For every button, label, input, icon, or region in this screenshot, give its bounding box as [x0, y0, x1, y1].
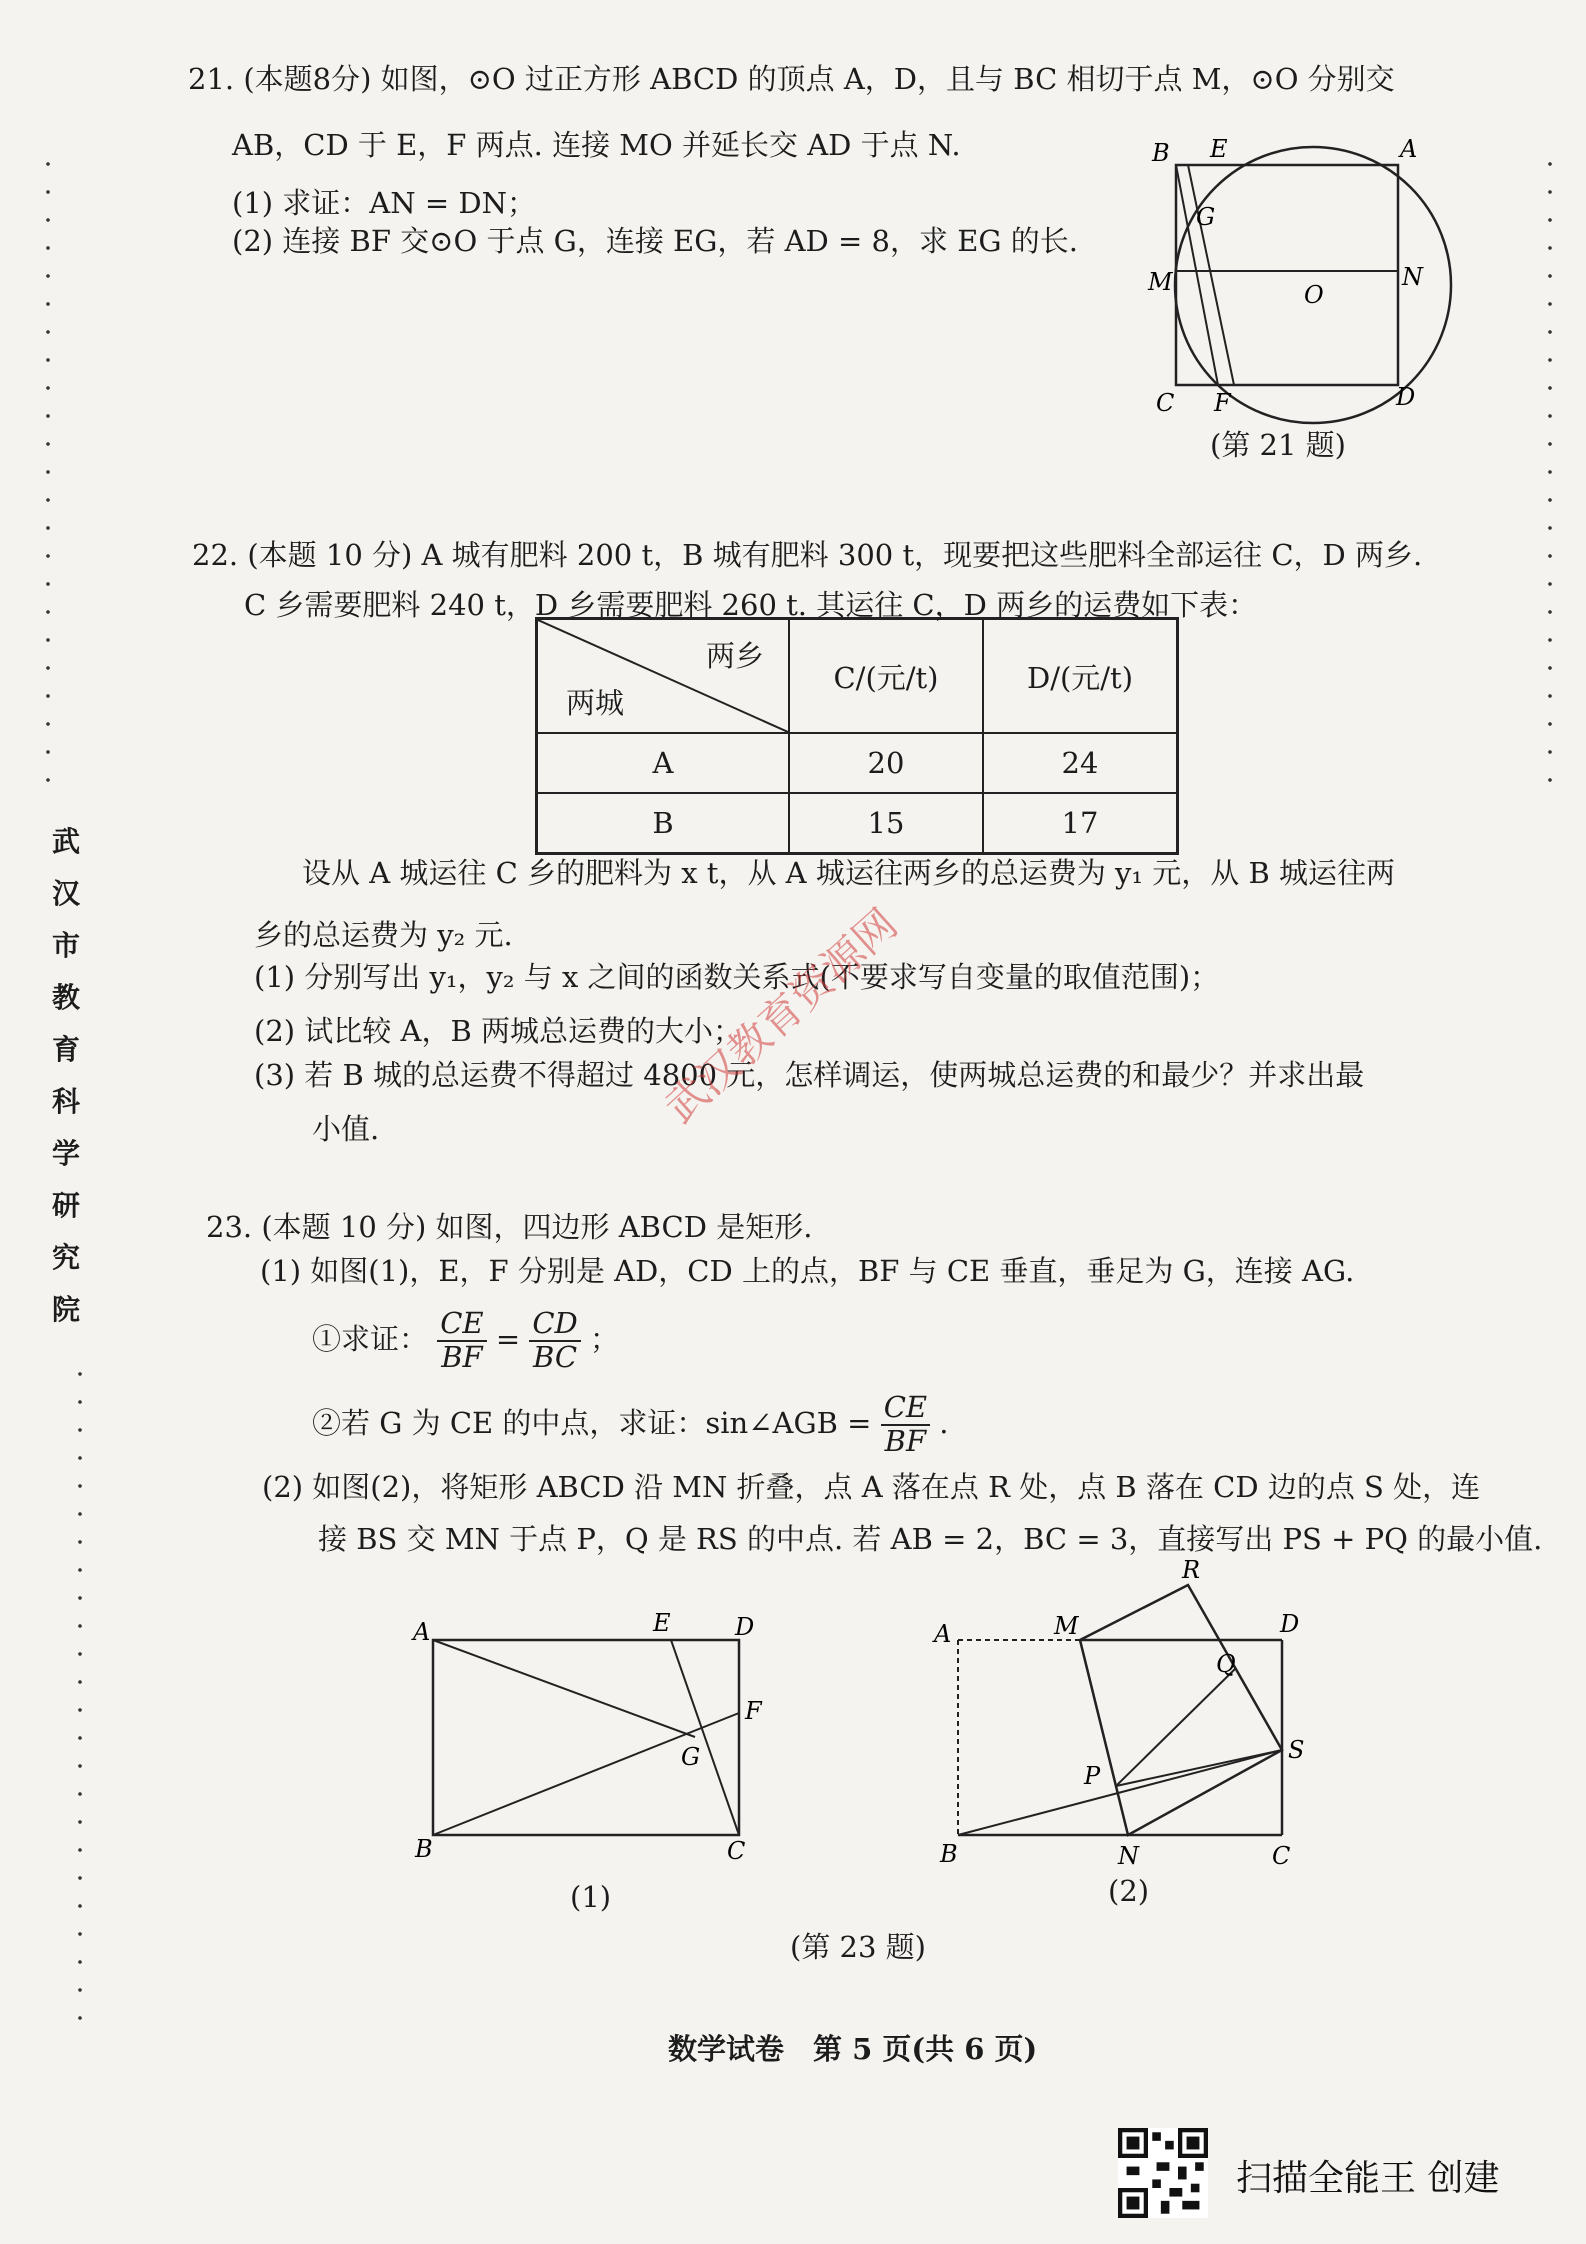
scanner-attribution: 扫描全能王 创建 — [1236, 2158, 1500, 2199]
table-corner-cell — [537, 619, 790, 734]
q21-label-g: G — [1196, 203, 1216, 231]
page-footer: 数学试卷 第 5 页(共 6 页) — [668, 2032, 1038, 2066]
sidebar-char: 科 — [52, 1085, 81, 1118]
q21-label-c: C — [1156, 389, 1175, 417]
q23-sub1 — [312, 1308, 619, 1374]
table-header-row — [537, 619, 1178, 734]
q23-figure-2 — [920, 1560, 1320, 1880]
q23-fig2-caption: (2) — [1108, 1874, 1150, 1908]
table-cell-b-d: 17 — [983, 793, 1178, 853]
fig1-label-g: G — [681, 1743, 701, 1771]
sidebar-char: 武 — [52, 825, 81, 858]
right-dotted-margin — [1548, 150, 1552, 800]
fraction-denominator: BF — [884, 1423, 927, 1458]
q23-caption: (第 23 题) — [790, 1930, 926, 1964]
q22-line1: 22. (本题 10 分) A 城有肥料 200 t，B 城有肥料 300 t，现要把这些肥料全部运往 C，D 两乡. — [192, 538, 1423, 572]
q23-sub2-fraction — [881, 1392, 930, 1458]
table-city-a: A — [537, 733, 790, 793]
q21-label-e: E — [1210, 135, 1228, 163]
fig1-label-b: B — [415, 1835, 433, 1863]
q23-sub1-prefix: ①求证： — [312, 1321, 429, 1356]
q23-part1: (1) 如图(1)，E，F 分别是 AD，CD 上的点，BF 与 CE 垂直，垂足为 G，连接 AG. — [260, 1254, 1355, 1288]
fraction-numerator: CD — [529, 1308, 580, 1342]
sidebar-char: 汉 — [52, 877, 81, 910]
q21-label-a: A — [1400, 135, 1418, 163]
q23-sub1-fraction1 — [437, 1308, 486, 1374]
q21-line2: AB，CD 于 E，F 两点. 连接 MO 并延长交 AD 于点 N. — [232, 128, 961, 162]
fig1-line-ce — [671, 1640, 739, 1835]
fig2-label-c: C — [1272, 1842, 1291, 1870]
fig1-label-a: A — [413, 1618, 431, 1646]
q21-label-m: M — [1148, 268, 1173, 296]
table-cell-a-c: 20 — [789, 733, 983, 793]
q21-label-f: F — [1214, 389, 1231, 417]
fig2-line-pq — [1116, 1668, 1236, 1786]
q23-part2b: 接 BS 交 MN 于点 P，Q 是 RS 的中点. 若 AB = 2，BC = 3，直接写出 PS + PQ 的最小值. — [318, 1522, 1543, 1556]
fraction-denominator: BC — [533, 1339, 578, 1374]
q22-line2: C 乡需要肥料 240 t，D 乡需要肥料 260 t. 其运往 C，D 两乡的运费如下表： — [244, 588, 1258, 622]
sidebar-char: 研 — [52, 1189, 81, 1222]
q22-para2: 乡的总运费为 y₂ 元. — [254, 918, 513, 952]
q22-part1: (1) 分别写出 y₁，y₂ 与 x 之间的函数关系式(不要求写自变量的取值范围)； — [254, 960, 1220, 994]
sidebar-char: 育 — [52, 1033, 81, 1066]
fig1-line-ag — [433, 1640, 695, 1737]
table-row — [537, 793, 1178, 853]
equals-sign: = — [495, 1321, 521, 1356]
sidebar-char: 学 — [52, 1137, 81, 1170]
q22-part3a: (3) 若 B 城的总运费不得超过 4800 元，怎样调运，使两城总运费的和最少？并求出最 — [254, 1058, 1365, 1092]
fig2-label-n: N — [1118, 1842, 1139, 1870]
qr-code-icon — [1118, 2128, 1208, 2218]
q21-square — [1176, 165, 1398, 385]
q23-sub2 — [312, 1392, 948, 1458]
q23-figure-1 — [405, 1605, 785, 1865]
sidebar-char: 院 — [52, 1293, 81, 1326]
sidebar-char: 市 — [52, 929, 81, 962]
fraction-numerator: CE — [881, 1392, 930, 1426]
fig2-label-r: R — [1182, 1560, 1201, 1584]
q22-para1: 设从 A 城运往 C 乡的肥料为 x t，从 A 城运往两乡的总运费为 y₁ 元，从 B 城运往两 — [302, 856, 1396, 890]
q21-line1: 21. (本题8分) 如图，⊙O 过正方形 ABCD 的顶点 A，D，且与 BC 相切于点 M，⊙O 分别交 — [188, 62, 1395, 96]
freight-cost-table — [535, 617, 1179, 855]
fig2-label-d: D — [1280, 1610, 1300, 1638]
fraction-numerator: CE — [437, 1308, 486, 1342]
q23-sub1-fraction2 — [529, 1308, 580, 1374]
q23-sub2-end: . — [939, 1405, 949, 1440]
fig1-label-d: D — [735, 1613, 755, 1641]
q21-label-d: D — [1396, 383, 1416, 411]
sidebar-char: 究 — [52, 1241, 81, 1274]
sidebar-char: 教 — [52, 981, 81, 1014]
q23-sub1-end: ； — [590, 1321, 620, 1356]
table-header-d: D/(元/t) — [983, 619, 1178, 734]
table-header-c: C/(元/t) — [789, 619, 983, 734]
q23-line1: 23. (本题 10 分) 如图，四边形 ABCD 是矩形. — [206, 1210, 813, 1244]
q21-part2: (2) 连接 BF 交⊙O 于点 G，连接 EG，若 AD = 8，求 EG 的长. — [232, 224, 1078, 258]
fig2-label-s: S — [1288, 1736, 1305, 1764]
q22-part2: (2) 试比较 A，B 两城总运费的大小； — [254, 1014, 742, 1048]
q23-part2a: (2) 如图(2)，将矩形 ABCD 沿 MN 折叠，点 A 落在点 R 处，点 B 落在 CD 边的点 S 处，连 — [262, 1470, 1481, 1504]
q21-caption: (第 21 题) — [1210, 428, 1346, 462]
fig2-folded-quad — [1080, 1585, 1282, 1835]
table-cell-a-d: 24 — [983, 733, 1178, 793]
fig1-label-c: C — [727, 1837, 746, 1865]
fig1-label-f: F — [745, 1697, 762, 1725]
q21-part1: (1) 求证：AN = DN； — [232, 186, 536, 220]
corner-bottom-label: 两城 — [566, 686, 625, 720]
fraction-denominator: BF — [441, 1339, 483, 1374]
table-row — [537, 733, 1178, 793]
fig2-label-m: M — [1054, 1612, 1079, 1640]
fig1-rectangle — [433, 1640, 739, 1835]
fig1-label-e: E — [653, 1609, 671, 1637]
fig2-label-a: A — [934, 1620, 952, 1648]
fig2-label-b: B — [940, 1840, 958, 1868]
left-dotted-margin-bottom — [78, 1360, 82, 2040]
q21-label-b: B — [1152, 139, 1170, 167]
q23-sub2-prefix: ②若 G 为 CE 的中点，求证：sin∠AGB = — [312, 1405, 872, 1440]
table-cell-b-c: 15 — [789, 793, 983, 853]
watermark-text: 武汉教育资源网 — [655, 899, 907, 1133]
left-dotted-margin-top — [46, 150, 50, 800]
fig2-line-ps — [1116, 1750, 1282, 1786]
fig2-label-q: Q — [1216, 1650, 1236, 1678]
q23-fig1-caption: (1) — [570, 1880, 612, 1914]
fig2-line-mn — [1080, 1640, 1128, 1835]
q21-label-o: O — [1304, 281, 1324, 309]
table-city-b: B — [537, 793, 790, 853]
q21-figure — [1130, 125, 1510, 435]
fig1-line-bf — [433, 1713, 739, 1835]
q22-part3b: 小值. — [312, 1112, 380, 1146]
fig2-label-p: P — [1084, 1762, 1101, 1790]
fig2-line-bs — [958, 1750, 1282, 1835]
corner-top-label: 两乡 — [705, 639, 764, 673]
q21-label-n: N — [1402, 263, 1423, 291]
